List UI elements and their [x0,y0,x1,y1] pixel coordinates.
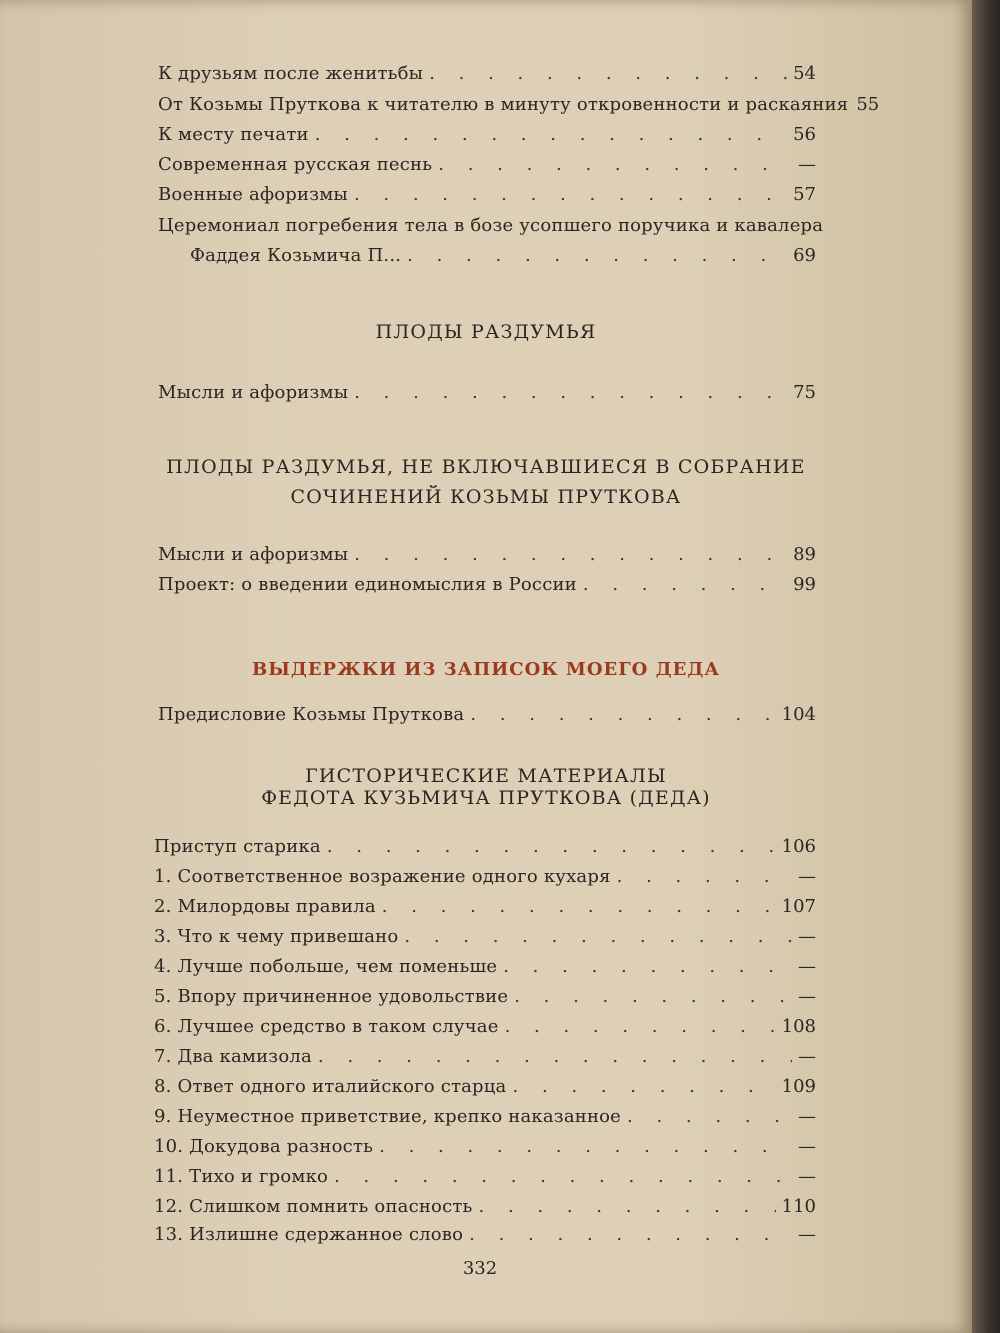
entry-title: Фаддея Козьмича П... [190,245,402,266]
dot-leader [327,833,776,861]
entry-title: 13. Излишне сдержанное слово [154,1224,464,1245]
toc-entry [154,1103,816,1131]
dot-leader [379,1133,792,1161]
entry-title: Приступ старика [154,836,321,857]
entry-page: 55 [856,94,880,115]
entry-title: 2. Милордовы правила [154,896,376,917]
book-binding-edge [972,0,1000,1333]
entry-title: 11. Тихо и громко [154,1166,329,1187]
toc-entry [154,1193,816,1221]
entry-title: К друзьям после женитьбы [158,63,424,84]
entry-title: 12. Слишком помнить опасность [154,1196,473,1217]
entry-page: — [798,1224,816,1245]
entry-title: От Козьмы Пруткова к читателю в минуту откровенности и раскаяния [158,94,849,115]
toc-entry [158,151,816,179]
entry-title: 7. Два камизола [154,1046,312,1067]
dot-leader [404,923,792,951]
toc-entry [154,863,816,891]
entry-title: 5. Впору причиненное удовольствие [154,986,509,1007]
dot-leader [479,1193,776,1221]
section-heading-line1: ПЛОДЫ РАЗДУМЬЯ, НЕ ВКЛЮЧАВШИЕСЯ В СОБРАНИЕ [166,456,806,478]
entry-title: Церемониал погребения тела в бозе усопшего поручика и кавалера [158,215,824,236]
entry-title: 10. Докудова разность [154,1136,374,1157]
entry-page: 89 [793,544,816,565]
toc-entry [158,60,816,88]
toc-entry [158,541,816,569]
dot-leader [514,983,792,1011]
toc-entry [154,1163,816,1191]
entry-page: 109 [781,1076,816,1097]
dot-leader [583,571,787,599]
toc-entry [154,923,816,951]
toc-entry [154,1043,816,1071]
dot-leader [513,1073,776,1101]
section-heading-line1: ГИСТОРИЧЕСКИЕ МАТЕРИАЛЫ [305,765,667,787]
entry-page: — [798,1166,816,1187]
entry-title: Проект: о введении единомыслия в России [158,574,577,595]
entry-page: 104 [781,704,816,725]
entry-page: 69 [793,245,816,266]
section-heading-line2: СОЧИНЕНИЙ КОЗЬМЫ ПРУТКОВА [290,486,682,508]
toc-entry [154,1133,816,1161]
entry-page: — [798,1046,816,1067]
entry-page: 54 [793,63,816,84]
toc-entry [154,953,816,981]
toc-entry [158,571,816,599]
entry-title: 9. Неуместное приветствие, крепко наказанное [154,1106,622,1127]
dot-leader [382,893,776,921]
toc-entry [154,1013,816,1041]
dot-leader [438,151,792,179]
entry-page: 99 [793,574,816,595]
entry-page: 110 [781,1196,816,1217]
dot-leader [354,181,787,209]
entry-title: 4. Лучше побольше, чем поменьше [154,956,498,977]
dot-leader [503,953,792,981]
dot-leader [354,379,787,407]
entry-title: Военные афоризмы [158,184,348,205]
entry-page: — [798,1136,816,1157]
entry-page: — [798,154,816,175]
entry-page: 75 [793,382,816,403]
entry-page: 108 [781,1016,816,1037]
entry-page: — [798,866,816,887]
entry-title: 3. Что к чему привешано [154,926,399,947]
section-heading: ПЛОДЫ РАЗДУМЬЯ [375,321,597,343]
entry-title: 6. Лучшее средство в таком случае [154,1016,499,1037]
dot-leader [318,1043,792,1071]
toc-entry [154,893,816,921]
dot-leader [429,60,787,88]
toc-entry-continuation [190,242,816,270]
entry-page: — [798,986,816,1007]
dot-leader [469,1221,792,1249]
toc-entry [158,701,816,729]
entry-page: 106 [781,836,816,857]
entry-page: 56 [793,124,816,145]
toc-entry [154,1221,816,1249]
entry-page: — [798,926,816,947]
toc-entry [154,983,816,1011]
entry-title: Мысли и афоризмы [158,382,349,403]
toc-entry [154,833,816,861]
entry-title: Современная русская песнь [158,154,433,175]
dot-leader [617,863,792,891]
toc-entry [158,181,816,209]
dot-leader [627,1103,792,1131]
section-heading-line2: ФЕДОТА КУЗЬМИЧА ПРУТКОВА (ДЕДА) [261,787,711,809]
dot-leader [505,1013,776,1041]
dot-leader [315,121,787,149]
dot-leader [470,701,775,729]
toc-entry [158,379,816,407]
entry-page: 57 [793,184,816,205]
section-heading-red: ВЫДЕРЖКИ ИЗ ЗАПИСОК МОЕГО ДЕДА [251,659,720,680]
toc-entry [158,212,824,240]
dot-leader [354,541,787,569]
entry-title: Мысли и афоризмы [158,544,349,565]
entry-title: К месту печати [158,124,309,145]
page-number: 332 [462,1258,498,1279]
entry-title: 8. Ответ одного италийского старца [154,1076,507,1097]
toc-entry [154,1073,816,1101]
dot-leader [334,1163,792,1191]
entry-page: 107 [781,896,816,917]
entry-title: Предисловие Козьмы Пруткова [158,704,465,725]
dot-leader [407,242,787,270]
entry-page: — [798,1106,816,1127]
toc-entry [158,121,816,149]
entry-page: — [798,956,816,977]
entry-title: 1. Соответственное возражение одного кухаря [154,866,611,887]
toc-entry [158,91,880,119]
